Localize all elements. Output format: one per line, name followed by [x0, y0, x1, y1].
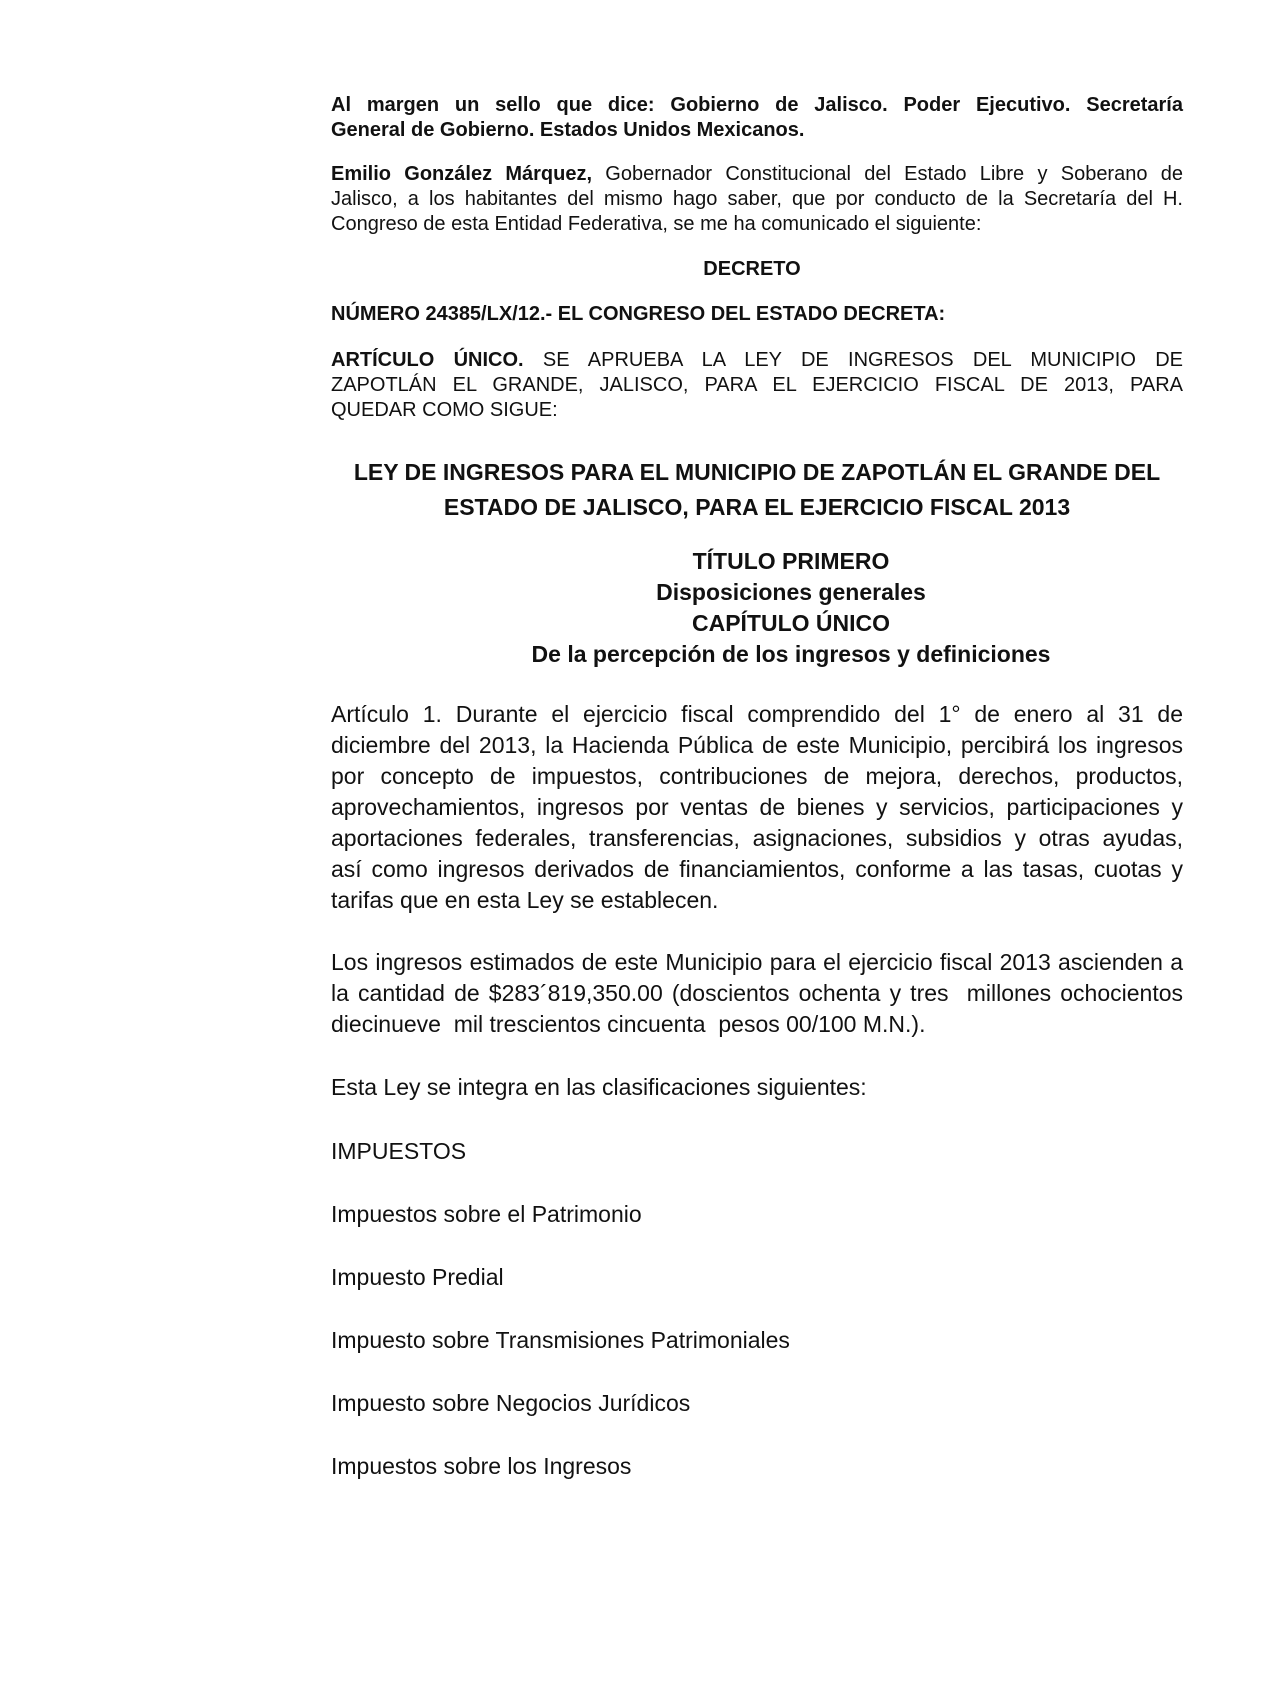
- chapter-heading: CAPÍTULO ÚNICO: [691, 610, 891, 636]
- classification-list: [331, 1136, 1183, 1481]
- article-1-line: Artículo 1. Durante el ejercicio fiscal comprendido del 1° de enero al 31 de: [331, 701, 1183, 727]
- list-item: Impuestos sobre el Patrimonio: [331, 1201, 642, 1227]
- estimated-income-line: Los ingresos estimados de este Municipio para el ejercicio fiscal 2013 ascienden a: [331, 949, 1183, 975]
- article-unique-label: ARTÍCULO ÚNICO.: [331, 349, 524, 371]
- margin-seal-line-2: General de Gobierno. Estados Unidos Mexicanos.: [331, 119, 805, 141]
- list-item: Impuestos sobre los Ingresos: [331, 1453, 632, 1479]
- article-1-line: tarifas que en esta Ley se establecen.: [331, 887, 719, 913]
- section-headings: [331, 546, 1183, 670]
- estimated-income-line: la cantidad de $283´819,350.00 (doscientos ochenta y tres millones ochocientos: [331, 980, 1183, 1006]
- intro-line-1: [331, 162, 1183, 187]
- article-unique-line-2: ZAPOTLÁN EL GRANDE, JALISCO, PARA EL EJERCICIO FISCAL DE 2013, PARA: [331, 374, 1183, 396]
- list-item: IMPUESTOS: [331, 1138, 467, 1164]
- article-1-line: aportaciones federales, transferencias, asignaciones, subsidios y otras ayudas,: [331, 825, 1183, 851]
- list-item: Impuesto sobre Transmisiones Patrimoniales: [331, 1327, 790, 1353]
- estimated-income-line: diecinueve mil trescientos cincuenta pesos 00/100 M.N.).: [331, 1011, 926, 1037]
- margin-seal-paragraph: [331, 93, 1183, 143]
- classification-intro: Esta Ley se integra en las clasificaciones siguientes:: [331, 1074, 867, 1100]
- decree-number: NÚMERO 24385/LX/12.- EL CONGRESO DEL ESTADO DECRETA:: [331, 303, 946, 325]
- article-1-line: por concepto de impuestos, contribuciones de mejora, derechos, productos,: [331, 763, 1183, 789]
- article-unique-line-1-rest: SE APRUEBA LA LEY DE INGRESOS DEL MUNICIPIO DE: [523, 349, 1183, 371]
- chapter-name: De la percepción de los ingresos y definiciones: [531, 641, 1051, 667]
- governor-name: Emilio González Márquez,: [331, 163, 593, 185]
- article-unique-line-3: QUEDAR COMO SIGUE:: [331, 399, 558, 421]
- article-1-line: así como ingresos derivados de financiamientos, conforme a las tasas, cuotas y: [331, 856, 1183, 882]
- intro-paragraph: [331, 162, 1183, 237]
- law-title-line-1: LEY DE INGRESOS PARA EL MUNICIPIO DE ZAPOTLÁN EL GRANDE DEL: [353, 459, 1161, 485]
- article-unique-line-1: [331, 348, 1183, 373]
- law-title-line-2: ESTADO DE JALISCO, PARA EL EJERCICIO FISCAL 2013: [443, 494, 1071, 520]
- document-page: [331, 93, 1183, 1481]
- title-heading: TÍTULO PRIMERO: [692, 548, 890, 574]
- decreto-heading: DECRETO: [703, 258, 801, 280]
- law-title: [331, 455, 1183, 525]
- article-1-line: diciembre del 2013, la Hacienda Pública de este Municipio, percibirá los ingresos: [331, 732, 1183, 758]
- article-1-line: aprovechamientos, ingresos por ventas de bienes y servicios, participaciones y: [331, 794, 1183, 820]
- intro-line-2: Jalisco, a los habitantes del mismo hago saber, que por conducto de la Secretaría del H.: [331, 188, 1183, 210]
- list-item: Impuesto Predial: [331, 1264, 504, 1290]
- list-item: Impuesto sobre Negocios Jurídicos: [331, 1390, 691, 1416]
- margin-seal-line-1: Al margen un sello que dice: Gobierno de Jalisco. Poder Ejecutivo. Secretaría: [331, 94, 1183, 116]
- article-1-paragraph: [331, 699, 1183, 916]
- article-unique-paragraph: [331, 348, 1183, 423]
- title-name: Disposiciones generales: [656, 579, 926, 605]
- intro-line-1-rest: Gobernador Constitucional del Estado Libre y Soberano de: [592, 163, 1183, 185]
- intro-line-3: Congreso de esta Entidad Federativa, se me ha comunicado el siguiente:: [331, 213, 982, 235]
- estimated-income-paragraph: [331, 947, 1183, 1040]
